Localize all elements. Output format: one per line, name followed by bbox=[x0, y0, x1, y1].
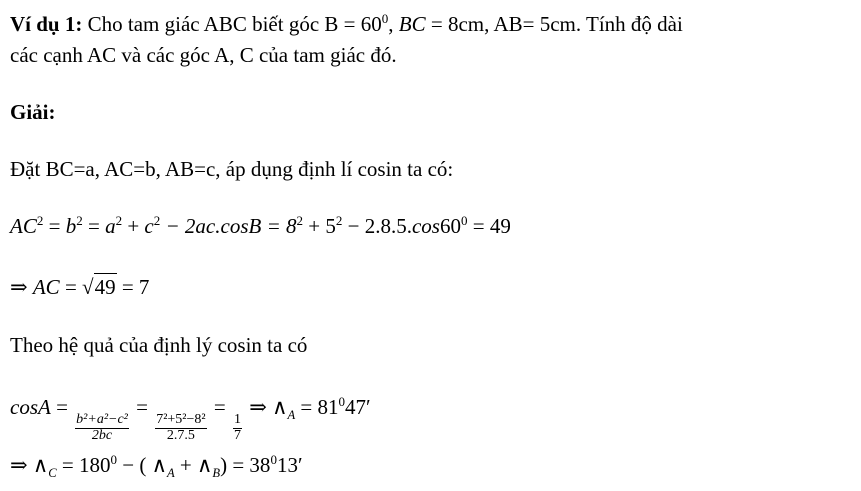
eq1-sq-2: 2 bbox=[76, 213, 83, 228]
eq4-paren-close: ) = 38 bbox=[220, 453, 271, 477]
eq3-arrow: ⇒ bbox=[243, 395, 273, 419]
eq1-five: 5 bbox=[325, 214, 336, 238]
eq1-rest: − 2.8.5. bbox=[342, 214, 412, 238]
eq3-sub-a: A bbox=[287, 408, 296, 423]
degree-sup: 0 bbox=[381, 11, 389, 26]
example-line-2: các cạnh AC và các góc A, C của tam giác đó. bbox=[10, 43, 397, 67]
solution-heading-text: Giải: bbox=[10, 100, 56, 124]
angle-symbol-b: ∧ bbox=[197, 453, 213, 477]
angle-symbol-a: ∧ bbox=[151, 453, 167, 477]
eq3-value-pre: = 81 bbox=[295, 395, 339, 419]
eq3-eq-3: = bbox=[208, 395, 231, 419]
frac1-num: b²+a²−c² bbox=[76, 412, 128, 427]
eq1-cos: cos bbox=[411, 214, 440, 238]
frac1-den: 2bc bbox=[91, 427, 113, 443]
solution-setup: Đặt BC=a, AC=b, AB=c, áp dụng định lí cosin ta có: bbox=[10, 157, 454, 181]
eq4-arrow: ⇒ bbox=[10, 453, 33, 477]
equation-1 bbox=[10, 214, 511, 237]
eq2-ac: AC bbox=[32, 275, 60, 299]
eq4-value-post: 13′ bbox=[276, 453, 303, 477]
comma: , bbox=[388, 12, 399, 36]
angle-b-value: 60 bbox=[360, 12, 382, 36]
eq4-sub-b: B bbox=[212, 466, 221, 481]
angle-symbol: ∧ bbox=[272, 395, 288, 419]
eq1-deg: 0 bbox=[460, 213, 468, 228]
eq4-deg-1: 0 bbox=[110, 452, 117, 467]
eq1-a: a bbox=[105, 214, 116, 238]
eq2-result: = 7 bbox=[116, 275, 150, 299]
equation-4 bbox=[10, 453, 303, 480]
eq4-sub-a: A bbox=[166, 466, 175, 481]
eq1-sq-3: 2 bbox=[115, 213, 123, 228]
bc-label: BC bbox=[398, 12, 426, 36]
eq1-minus: − 2ac.cosB = 8 bbox=[160, 214, 297, 238]
eq4-paren-open: − ( bbox=[117, 453, 152, 477]
eq1-plus-1: + bbox=[122, 214, 145, 238]
eq1-b: b bbox=[65, 214, 77, 238]
eq3-eq-2: = bbox=[130, 395, 154, 419]
eq4-deg-2: 0 bbox=[270, 452, 277, 467]
theo-line: Theo hệ quả của định lý cosin ta có bbox=[10, 333, 308, 357]
fraction-1 bbox=[75, 413, 129, 443]
eq2-arrow: ⇒ bbox=[10, 275, 33, 299]
bc-value: = 8cm, AB= 5cm. Tính độ dài bbox=[425, 12, 683, 36]
eq2-radicand: 49 bbox=[94, 275, 116, 299]
eq1-c: c bbox=[144, 214, 154, 238]
fraction-2 bbox=[155, 413, 206, 443]
eq1-result: = 49 bbox=[467, 214, 511, 238]
eq2-eq: = bbox=[59, 275, 83, 299]
eq3-value-post: 47′ bbox=[345, 395, 371, 419]
eq4-plus: + bbox=[174, 453, 198, 477]
eq1-sixty: 60 bbox=[439, 214, 461, 238]
eq1-eq-1: = bbox=[43, 214, 66, 238]
equation-3 bbox=[10, 395, 371, 443]
eq1-sq-4: 2 bbox=[153, 213, 161, 228]
eq3-deg: 0 bbox=[338, 394, 345, 409]
frac3-den: 7 bbox=[233, 427, 241, 443]
eq1-plus-2: + bbox=[303, 214, 326, 238]
frac2-den: 2.7.5 bbox=[166, 427, 195, 443]
example-text-1: Cho tam giác ABC biết góc B = bbox=[87, 12, 361, 36]
example-title: Ví dụ 1: bbox=[10, 12, 83, 36]
frac3-num: 1 bbox=[233, 412, 241, 427]
eq4-mid: = 180 bbox=[56, 453, 111, 477]
eq1-sq-1: 2 bbox=[36, 213, 44, 228]
equation-2 bbox=[10, 277, 149, 298]
angle-symbol-c: ∧ bbox=[32, 453, 49, 477]
example-line-1 bbox=[10, 12, 683, 35]
eq1-sq-6: 2 bbox=[335, 213, 343, 228]
eq3-eq-1: = bbox=[50, 395, 74, 419]
solution-heading bbox=[10, 102, 56, 123]
frac2-num: 7²+5²−8² bbox=[156, 412, 206, 427]
eq4-sub-c: C bbox=[48, 466, 57, 481]
sqrt-symbol: √49 bbox=[82, 275, 116, 299]
eq1-sq-5: 2 bbox=[296, 213, 304, 228]
eq3-cosa: cosA bbox=[10, 395, 51, 419]
eq1-eq-2: = bbox=[82, 214, 106, 238]
eq1-ac: AC bbox=[10, 214, 37, 238]
fraction-3 bbox=[233, 413, 242, 443]
